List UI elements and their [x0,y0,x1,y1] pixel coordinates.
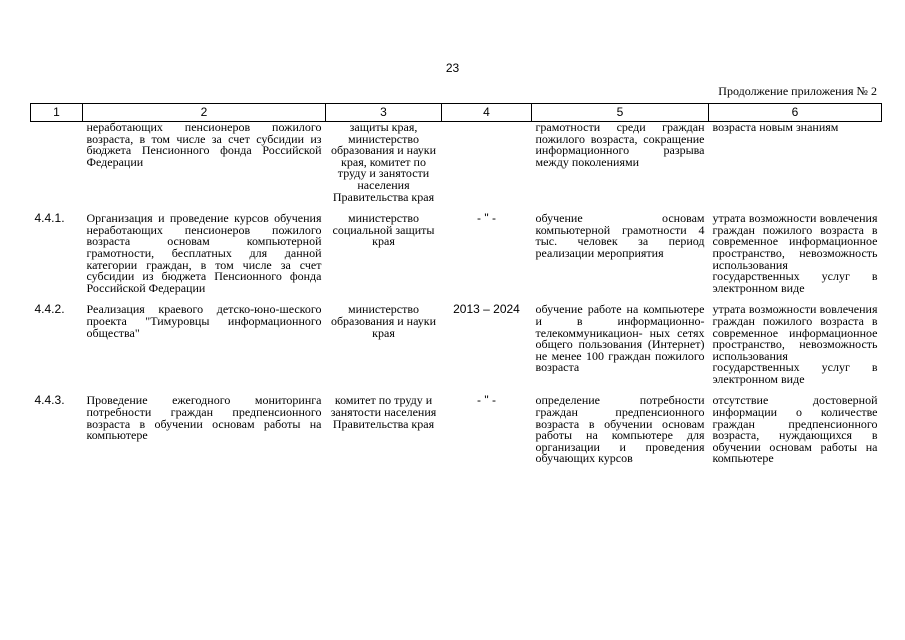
consequence-cell: возраста новым знаниям [712,120,839,134]
column-header: 5 [532,104,709,122]
measures-table [30,103,882,465]
action-cell: Организация и проведение курсов обучения неработающих пенсионеров пожилого возраста основам компьютерной грамотности, бесплатных для данной категории граждан, в том числе за счет субсидии из бюджета Пенсионного фонда Российской Федерации [86,211,322,295]
table-row [31,395,882,465]
column-header: 1 [31,104,83,122]
period-cell: - " - [477,393,496,408]
result-cell: определение потребности граждан предпенсионного возраста в обучении основам работы на компьютере для организации и проведения обучающих курсов [535,393,705,466]
period-cell: 2013 – 2024 [453,302,520,317]
table-row [31,122,882,204]
executor-cell: защиты края, министерство образования и науки края, комитет по труду и занятости населения Правительства края [330,120,437,204]
row-number [31,122,83,204]
column-header: 3 [326,104,442,122]
column-header: 6 [709,104,882,122]
page-number: 23 [445,61,460,75]
action-cell: Проведение ежегодного мониторинга потребности граждан предпенсионного возраста в обучении основам работы на компьютере [86,393,322,443]
consequence-cell: отсутствие достоверной информации о количестве граждан предпенсионного возраста, нуждающихся в обучении основам работы на компьютере [712,393,878,466]
table-row [31,213,882,294]
result-cell: грамотности среди граждан пожилого возраста, сокращение информационного разрыва между поколениями [535,120,705,169]
action-cell: Реализация краевого детско-юно-шеского проекта "Тимуровцы информационного общества" [86,302,322,340]
executor-cell: министерство образования и науки края [330,302,437,340]
continuation-note: Продолжение приложения № 2 [718,84,877,98]
column-header: 4 [442,104,532,122]
result-cell: обучение работе на компьютере и в информационно-телекоммуникацион- ных сетях общего пользования (Интернет) не менее 100 граждан пожилого возраста [535,302,705,375]
result-cell: обучение основам компьютерной грамотности 4 тыс. человек за период реализации мероприятия [535,211,705,260]
period-cell [442,122,532,204]
consequence-cell: утрата возможности вовлечения граждан пожилого возраста в современное информационное пространство, невозможность использования государственных услуг в электронном виде [712,211,878,295]
action-cell: неработающих пенсионеров пожилого возраста, в том числе за счет субсидии из бюджета Пенсионного фонда Российской Федерации [86,120,322,169]
row-number: 4.4.3. [34,393,65,408]
executor-cell: комитет по труду и занятости населения Правительства края [330,393,437,431]
column-header: 2 [83,104,326,122]
executor-cell: министерство социальной защиты края [332,211,435,249]
header-row [31,104,882,122]
consequence-cell: утрата возможности вовлечения граждан пожилого возраста в современное информационное пространство, невозможность использования государственных услуг в электронном виде [712,302,878,386]
row-number: 4.4.1. [34,211,65,226]
row-number: 4.4.2. [34,302,65,317]
period-cell: - " - [477,211,496,226]
table-row [31,304,882,385]
